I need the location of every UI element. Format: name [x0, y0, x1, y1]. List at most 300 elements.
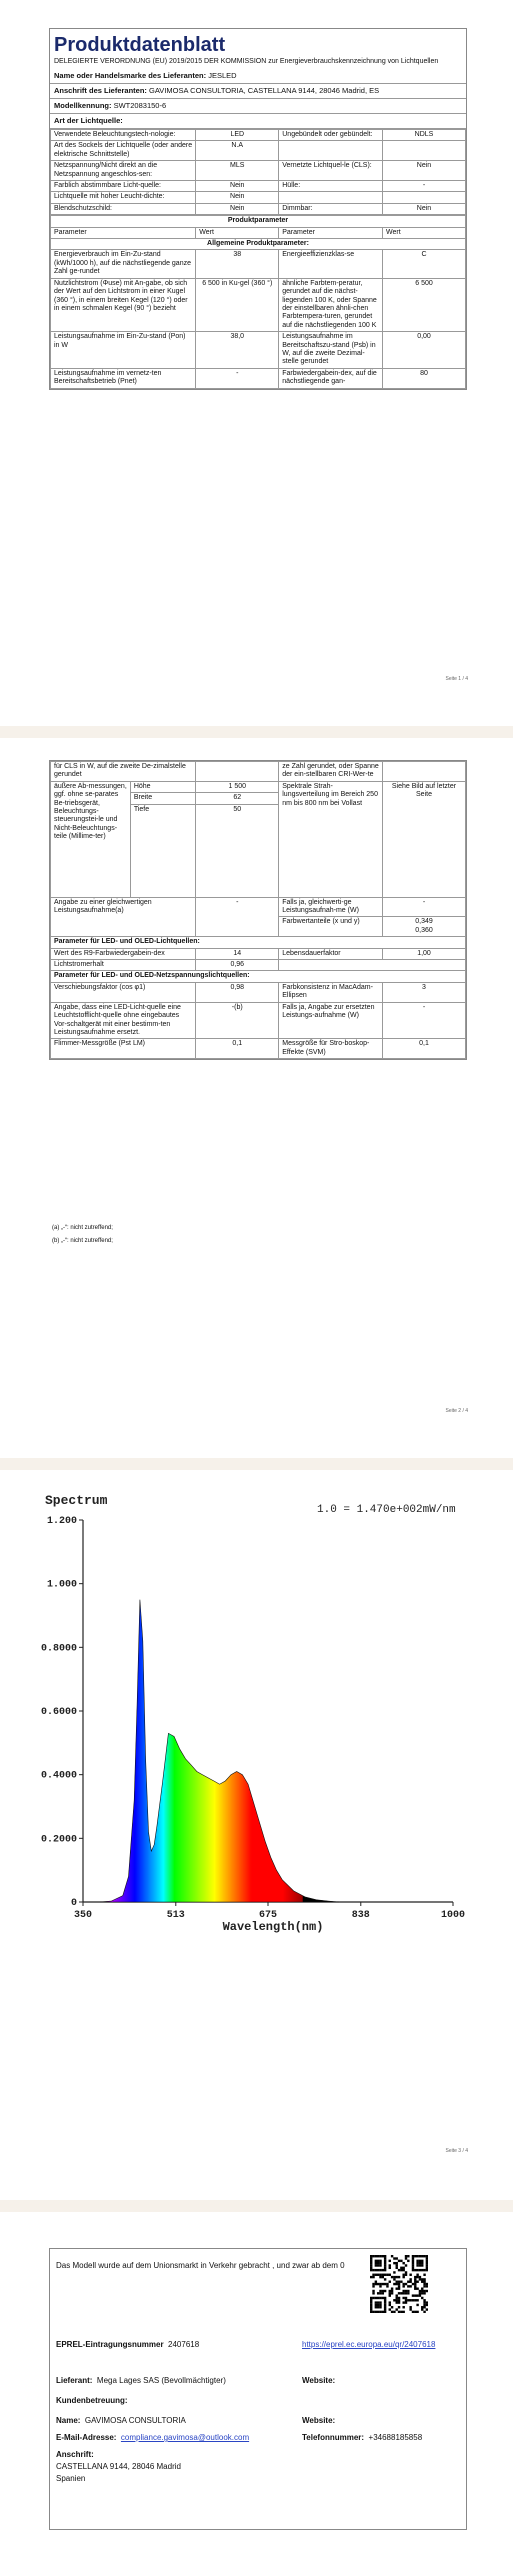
param-value: LED [196, 130, 279, 141]
chroma-values [383, 917, 466, 937]
page-1 [0, 0, 513, 726]
model-label: Modellkennung: [54, 101, 112, 110]
spectrum-strip [335, 1520, 337, 1902]
table-row [51, 250, 466, 278]
qr-module [402, 2306, 404, 2308]
qr-module [412, 2260, 414, 2262]
qr-module [375, 2283, 377, 2285]
qr-module [375, 2311, 377, 2313]
qr-module [382, 2255, 384, 2257]
qr-module [412, 2311, 414, 2313]
spectrum-strip [281, 1520, 283, 1902]
spectrum-strip [269, 1520, 271, 1902]
param-label: Hülle: [279, 181, 383, 192]
qr-module [379, 2311, 381, 2313]
qr-module [377, 2274, 379, 2276]
qr-module [370, 2306, 372, 2308]
param-label: Art des Sockels der Lichtquelle (oder andere elektrische Schnittstelle) [51, 141, 196, 161]
spectrum-strip [126, 1520, 128, 1902]
qr-module [384, 2262, 386, 2264]
qr-module [396, 2301, 398, 2303]
qr-module [398, 2311, 400, 2313]
dim-value-depth: 50 [233, 805, 242, 813]
qr-module [402, 2290, 404, 2292]
spectrum-strip [325, 1520, 327, 1902]
param-value [383, 192, 466, 203]
qr-module [405, 2297, 407, 2299]
table-row [51, 278, 466, 331]
qr-module [382, 2297, 384, 2299]
qr-module [416, 2262, 418, 2264]
spectrum-strip [101, 1520, 103, 1902]
replace-label: Angabe, dass eine LED-Licht-quelle eine Leuchtstofflicht-quelle ohne eingebautes Vor-schaltgerät mit einer bestimm-ten Leistungsaufnahme ersetzt. [51, 1002, 196, 1039]
phone-value: +34688185858 [368, 2433, 423, 2442]
qr-module [370, 2276, 372, 2278]
spectrum-strip [321, 1520, 323, 1902]
qr-module [423, 2301, 425, 2303]
spectrum-strip [102, 1520, 104, 1902]
supplier-address-value: GAVIMOSA CONSULTORIA, CASTELLANA 9144, 28046 Madrid, ES [149, 86, 380, 95]
qr-module [426, 2264, 428, 2266]
eprel-link[interactable]: https://eprel.ec.europa.eu/qr/2407618 [302, 2340, 436, 2349]
spectrum-strip [273, 1520, 275, 1902]
spectrum-strip [323, 1520, 325, 1902]
dim-name-depth: Tiefe [130, 804, 195, 897]
qr-module [423, 2255, 425, 2257]
spectrum-strip [322, 1520, 324, 1902]
qr-module [416, 2255, 418, 2257]
general-params-header: Allgemeine Produktparameter: [51, 239, 466, 250]
spectrum-strip [108, 1520, 110, 1902]
qr-module [391, 2311, 393, 2313]
spectrum-strip [107, 1520, 109, 1902]
qr-module [426, 2301, 428, 2303]
qr-module [414, 2283, 416, 2285]
col-header-parameter: Parameter [279, 227, 383, 238]
qr-module [377, 2283, 379, 2285]
table-row [51, 181, 466, 192]
type-section-header [50, 114, 466, 129]
qr-module [375, 2264, 377, 2266]
qr-module [389, 2264, 391, 2266]
qr-module [402, 2262, 404, 2264]
qr-module [423, 2306, 425, 2308]
qr-module [421, 2297, 423, 2299]
qr-module [396, 2308, 398, 2310]
qr-module [416, 2304, 418, 2306]
spectrum-strip [119, 1520, 121, 1902]
qr-module [419, 2290, 421, 2292]
qr-module [402, 2285, 404, 2287]
qr-module [414, 2287, 416, 2289]
spectrum-strip [313, 1520, 315, 1902]
y-tick-label: 0.2000 [40, 1834, 77, 1846]
phone-row [302, 2432, 422, 2443]
qr-module [384, 2260, 386, 2262]
qr-module [377, 2260, 379, 2262]
qr-module [412, 2299, 414, 2301]
qr-module [389, 2294, 391, 2296]
spectrum-strip [118, 1520, 120, 1902]
dim-name-height: Höhe [130, 782, 195, 793]
spectrum-strip [300, 1520, 302, 1902]
qr-module [414, 2294, 416, 2296]
qr-module [370, 2260, 372, 2262]
spectrum-strip [289, 1520, 291, 1902]
qr-module [409, 2306, 411, 2308]
address-line-1: CASTELLANA 9144, 28046 Madrid [56, 2462, 181, 2471]
x-tick-label: 838 [351, 1910, 370, 1921]
qr-module [426, 2255, 428, 2257]
qr-module [421, 2278, 423, 2280]
qr-module [372, 2283, 374, 2285]
spectrum-strip [297, 1520, 299, 1902]
spectrum-strip [296, 1520, 298, 1902]
col-header-value: Wert [383, 227, 466, 238]
qr-module [409, 2274, 411, 2276]
param-label: Leistungsaufnahme im Bereitschaftszu-stand (Psb) in W, auf die zweite Dezimal-stelle gerundet [279, 332, 383, 369]
website-label: Website: [302, 2376, 336, 2385]
qr-module [402, 2269, 404, 2271]
datasheet-frame-2 [49, 760, 467, 1060]
qr-module [379, 2290, 381, 2292]
spectrum-strip [113, 1520, 115, 1902]
spectrum-strip [328, 1520, 330, 1902]
name-value: GAVIMOSA CONSULTORIA [84, 2416, 186, 2425]
qr-module [412, 2264, 414, 2266]
qr-module [405, 2274, 407, 2276]
spectrum-strip [298, 1520, 300, 1902]
qr-module [419, 2262, 421, 2264]
col-header-parameter: Parameter [51, 227, 196, 238]
qr-module [412, 2262, 414, 2264]
qr-module [402, 2311, 404, 2313]
qr-module [402, 2274, 404, 2276]
param-label: Netzspannung/Nicht direkt an die Netzspannung angeschlos-sen: [51, 161, 196, 181]
qr-module [412, 2255, 414, 2257]
qr-module [398, 2297, 400, 2299]
qr-module [379, 2292, 381, 2294]
spectrum-strip [122, 1520, 124, 1902]
qr-module [384, 2264, 386, 2266]
qr-module [409, 2281, 411, 2283]
page-2 [0, 738, 513, 1458]
regulation-subtitle: DELEGIERTE VERORDNUNG (EU) 2019/2015 DER KOMMISSION zur Energieverbrauchskennzeichnung von Lichtquellen [54, 58, 439, 65]
param-label: Dimmbar: [279, 203, 383, 214]
spectrum-strip [286, 1520, 288, 1902]
qr-module [409, 2299, 411, 2301]
spectrum-strip [127, 1520, 129, 1902]
page-3 [0, 1470, 513, 2200]
spectrum-strip [311, 1520, 313, 1902]
qr-module [377, 2297, 379, 2299]
chart-title: Spectrum [45, 1493, 108, 1508]
qr-module [391, 2292, 393, 2294]
qr-module [393, 2311, 395, 2313]
qr-module [398, 2301, 400, 2303]
param-value [383, 141, 466, 161]
spectrum-strip [330, 1520, 332, 1902]
led-oled-header: Parameter für LED- und OLED-Lichtquellen: [51, 937, 466, 948]
qr-module [384, 2257, 386, 2259]
param-label: Verwendete Beleuchtungstech-nologie: [51, 130, 196, 141]
qr-module [405, 2283, 407, 2285]
replace-value-2: - [383, 1002, 466, 1039]
empty-cell [383, 960, 466, 971]
qr-module [398, 2260, 400, 2262]
spectral-value: Siehe Bild auf letzter Seite [383, 781, 466, 897]
chroma-y: 0,360 [415, 926, 433, 934]
qr-module [405, 2299, 407, 2301]
x-tick-label: 1000 [440, 1910, 466, 1921]
qr-module [412, 2267, 414, 2269]
qr-module [391, 2276, 393, 2278]
qr-module [405, 2290, 407, 2292]
table-row [51, 368, 466, 388]
param-value: N.A [196, 141, 279, 161]
pf-value: 0,98 [196, 982, 279, 1002]
qr-module [412, 2269, 414, 2271]
param-label [279, 192, 383, 203]
qr-module [414, 2311, 416, 2313]
qr-module [414, 2285, 416, 2287]
spectrum-strip [320, 1520, 322, 1902]
supplier-address-row [50, 84, 466, 99]
qr-module [375, 2269, 377, 2271]
qr-module [370, 2264, 372, 2266]
qr-module [423, 2292, 425, 2294]
qr-module [379, 2274, 381, 2276]
qr-module [421, 2290, 423, 2292]
chart-annotation: 1.0 = 1.470e+002mW/nm [317, 1504, 456, 1516]
spectrum-strip [306, 1520, 308, 1902]
qr-module [372, 2290, 374, 2292]
spectrum-strip [332, 1520, 334, 1902]
qr-module [379, 2255, 381, 2257]
qr-module [393, 2299, 395, 2301]
empty-cell [279, 960, 383, 971]
qr-module [412, 2283, 414, 2285]
param-value: Nein [196, 181, 279, 192]
qr-module [423, 2269, 425, 2271]
qr-module [421, 2308, 423, 2310]
spectrum-strip [280, 1520, 282, 1902]
qr-module [379, 2283, 381, 2285]
spectrum-strip [337, 1520, 339, 1902]
qr-module [377, 2255, 379, 2257]
table-row [51, 203, 466, 214]
supplier-address-label: Anschrift des Lieferanten: [54, 86, 147, 95]
qr-module [384, 2297, 386, 2299]
qr-module [375, 2274, 377, 2276]
supplier-value: Mega Lages SAS (Bevollmächtigter) [96, 2376, 226, 2385]
qr-module [402, 2297, 404, 2299]
param-label: Leistungsaufnahme im vernetz-ten Bereitschaftsbetrieb (Pnet) [51, 368, 196, 388]
qr-module [398, 2281, 400, 2283]
qr-module [370, 2297, 372, 2299]
qr-module [379, 2269, 381, 2271]
qr-module [426, 2285, 428, 2287]
spectrum-strip [111, 1520, 113, 1902]
qr-module [402, 2283, 404, 2285]
x-tick-label: 513 [166, 1910, 185, 1921]
market-intro: Das Modell wurde auf dem Unionsmarkt in Verkehr gebracht , und zwar ab dem 0 [56, 2261, 345, 2270]
spectrum-strip [303, 1520, 305, 1902]
param-value: Nein [196, 203, 279, 214]
equiv-value-2: - [383, 897, 466, 917]
qr-module [375, 2306, 377, 2308]
qr-module [377, 2304, 379, 2306]
spectrum-strip [315, 1520, 317, 1902]
datasheet-frame-1 [49, 28, 467, 390]
spectrum-strip [116, 1520, 118, 1902]
qr-module [412, 2294, 414, 2296]
qr-module [370, 2257, 372, 2259]
qr-module [421, 2269, 423, 2271]
qr-module [375, 2262, 377, 2264]
qr-module [393, 2262, 395, 2264]
qr-module [377, 2306, 379, 2308]
qr-module [370, 2311, 372, 2313]
param-label [279, 141, 383, 161]
macadam-label: Farbkonsistenz in MacAdam-Ellipsen [279, 982, 383, 1002]
equiv-value: - [196, 897, 279, 937]
qr-module [379, 2306, 381, 2308]
params-table [50, 215, 466, 388]
qr-module [402, 2292, 404, 2294]
spectrum-strip [324, 1520, 326, 1902]
qr-module [386, 2274, 388, 2276]
param-value: 38,0 [196, 332, 279, 369]
qr-module [370, 2267, 372, 2269]
spectrum-strip [114, 1520, 116, 1902]
qr-module [396, 2294, 398, 2296]
qr-module [375, 2260, 377, 2262]
y-tick-label: 0.8000 [40, 1643, 77, 1655]
qr-module [409, 2278, 411, 2280]
qr-module [414, 2299, 416, 2301]
qr-module [405, 2292, 407, 2294]
qr-module [416, 2260, 418, 2262]
qr-module [400, 2269, 402, 2271]
y-tick-label: 0 [70, 1898, 77, 1909]
qr-module [423, 2285, 425, 2287]
qr-module [407, 2285, 409, 2287]
supplier-info-frame [49, 2248, 467, 2530]
spectrum-strip [109, 1520, 111, 1902]
qr-module [407, 2260, 409, 2262]
footnotes [49, 1222, 116, 1248]
qr-module [393, 2278, 395, 2280]
qr-module [386, 2283, 388, 2285]
y-tick-label: 0.6000 [40, 1707, 77, 1718]
spectrum-strip [105, 1520, 107, 1902]
qr-module [389, 2281, 391, 2283]
qr-module [407, 2299, 409, 2301]
x-tick-label: 350 [73, 1910, 93, 1921]
y-tick-label: 1.200 [46, 1516, 77, 1527]
qr-module [389, 2292, 391, 2294]
qr-module [423, 2290, 425, 2292]
col-header-value: Wert [196, 227, 279, 238]
spectrum-strip [310, 1520, 312, 1902]
chroma-x: 0,349 [415, 918, 433, 926]
qr-module [379, 2304, 381, 2306]
equiv-label [51, 897, 196, 937]
qr-module [396, 2299, 398, 2301]
qr-module [426, 2283, 428, 2285]
qr-module [423, 2299, 425, 2301]
equiv-label-2: Falls ja, gleichwerti-ge Leistungsaufnah-me (W) [279, 897, 383, 917]
spectral-label: Spektrale Strah-lungsverteilung im Bereich 250 nm bis 800 nm bei Vollast [279, 781, 383, 897]
strobo-label: Messgröße für Stro-boskop-Effekte (SVM) [279, 1039, 383, 1059]
param-value: 38 [196, 250, 279, 278]
qr-module [382, 2311, 384, 2313]
spectrum-strip [329, 1520, 331, 1902]
qr-module [409, 2285, 411, 2287]
spectrum-strip [302, 1520, 304, 1902]
pf-label: Verschiebungsfaktor (cos φ1) [51, 982, 196, 1002]
lifetime-value: 1,00 [383, 948, 466, 959]
type-table [50, 129, 466, 215]
spectrum-strip [123, 1520, 125, 1902]
qr-module [426, 2257, 428, 2259]
qr-module [419, 2260, 421, 2262]
param-value: 6 500 [383, 278, 466, 331]
qr-module [384, 2299, 386, 2301]
flicker-label: Flimmer-Messgröße (Pst LM) [51, 1039, 196, 1059]
qr-module [396, 2276, 398, 2278]
spectrum-strip [316, 1520, 318, 1902]
spectrum-strip [124, 1520, 126, 1902]
qr-module [398, 2306, 400, 2308]
eprel-row [56, 2339, 199, 2350]
qr-module [416, 2269, 418, 2271]
qr-module [402, 2276, 404, 2278]
qr-module [379, 2262, 381, 2264]
qr-module [393, 2271, 395, 2273]
qr-module [416, 2299, 418, 2301]
phone-label: Telefonnummer: [302, 2433, 365, 2442]
spectrum-strip [267, 1520, 269, 1902]
qr-module [426, 2290, 428, 2292]
email-link[interactable]: compliance.gavimosa@outlook.com [120, 2433, 250, 2442]
qr-module [426, 2304, 428, 2306]
page-number: Seite 3 / 4 [445, 2148, 468, 2154]
qr-module [375, 2255, 377, 2257]
qr-module [375, 2281, 377, 2283]
param-label: ze Zahl gerundet, oder Spanne der ein-stellbaren CRI-Wer-te [279, 762, 383, 782]
qr-module [426, 2308, 428, 2310]
qr-module [421, 2260, 423, 2262]
qr-module [389, 2290, 391, 2292]
param-value: Nein [196, 192, 279, 203]
table-row [51, 130, 466, 141]
x-axis-label: Wavelength(nm) [222, 1920, 324, 1934]
table-row [51, 762, 466, 782]
qr-module [419, 2269, 421, 2271]
lifetime-label: Lebensdauerfaktor [279, 948, 383, 959]
param-value: C [383, 250, 466, 278]
qr-module [405, 2301, 407, 2303]
footnote-b: (b) „-“: nicht zutreffend; [52, 1238, 113, 1244]
qr-module [379, 2301, 381, 2303]
qr-module [396, 2281, 398, 2283]
qr-code-icon[interactable] [370, 2255, 428, 2313]
qr-module [398, 2287, 400, 2289]
spectrum-strip [288, 1520, 290, 1902]
macadam-value: 3 [383, 982, 466, 1002]
